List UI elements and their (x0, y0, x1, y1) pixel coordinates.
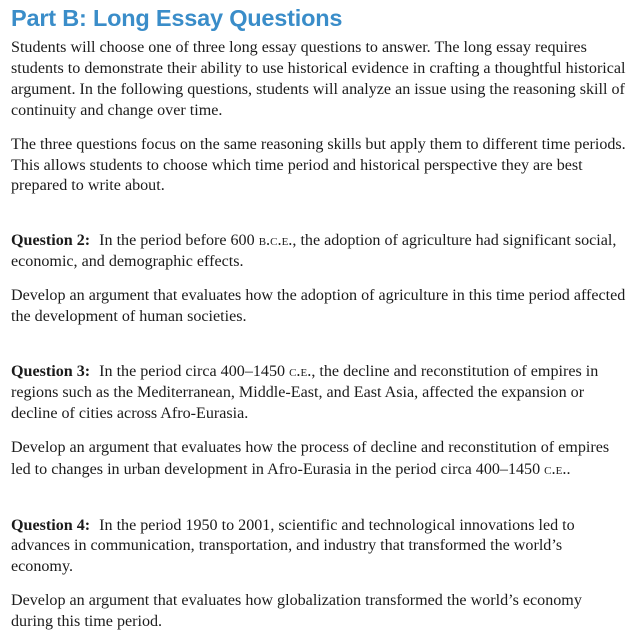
question-2-text-after-era: , the adoption of agriculture had significant social, economic, and demographic effects. (11, 232, 616, 270)
question-3-text-before-era: In the period circa 400–1450 (99, 363, 289, 380)
question-3-era: c.e. (289, 361, 311, 380)
question-block-2 (11, 230, 626, 328)
page-title: Part B: Long Essay Questions (11, 4, 626, 32)
question-4-statement (11, 516, 626, 579)
question-2-text-before-era: In the period before 600 (99, 232, 259, 249)
question-2-statement (11, 230, 626, 273)
question-3-prompt (11, 438, 626, 481)
question-3-prompt-era: c.e. (544, 459, 566, 478)
question-4-text: In the period 1950 to 2001, scientific and technological innovations led to advances in communication, transportation, and industry that transformed the world’s economy. (11, 517, 575, 576)
intro-paragraph-1: Students will choose one of three long essay questions to answer. The long essay requires students to demonstrate their ability to use historical evidence in crafting a thoughtful historical argument. In the following questions, students will analyze an issue using the reasoning skill of continuity and change over time. (11, 38, 626, 122)
question-3-text-after-era: , the decline and reconstitution of empires in regions such as the Mediterranean, Middle-East, and East Asia, affected the expansion or decline of cities across Afro-Eurasia. (11, 363, 598, 422)
question-4-label: Question 4: (11, 517, 90, 534)
question-3-prompt-after-era: . (566, 461, 570, 478)
question-2-label: Question 2: (11, 232, 90, 249)
question-3-label: Question 3: (11, 363, 90, 380)
question-2-prompt: Develop an argument that evaluates how the adoption of agriculture in this time period affected the development of human societies. (11, 286, 626, 328)
question-block-3 (11, 361, 626, 481)
question-block-4 (11, 514, 626, 633)
question-2-era: b.c.e. (259, 230, 293, 249)
question-4-prompt: Develop an argument that evaluates how globalization transformed the world’s economy during this time period. (11, 591, 626, 633)
introduction-block (11, 38, 626, 197)
question-3-prompt-before-era: Develop an argument that evaluates how the process of decline and reconstitution of empires led to changes in urban development in Afro-Eurasia in the period circa 400–1450 (11, 439, 609, 478)
intro-paragraph-2: The three questions focus on the same reasoning skills but apply them to different time periods. This allows students to choose which time period and historical perspective they are best prepared to write about. (11, 135, 626, 198)
question-3-statement (11, 361, 626, 425)
